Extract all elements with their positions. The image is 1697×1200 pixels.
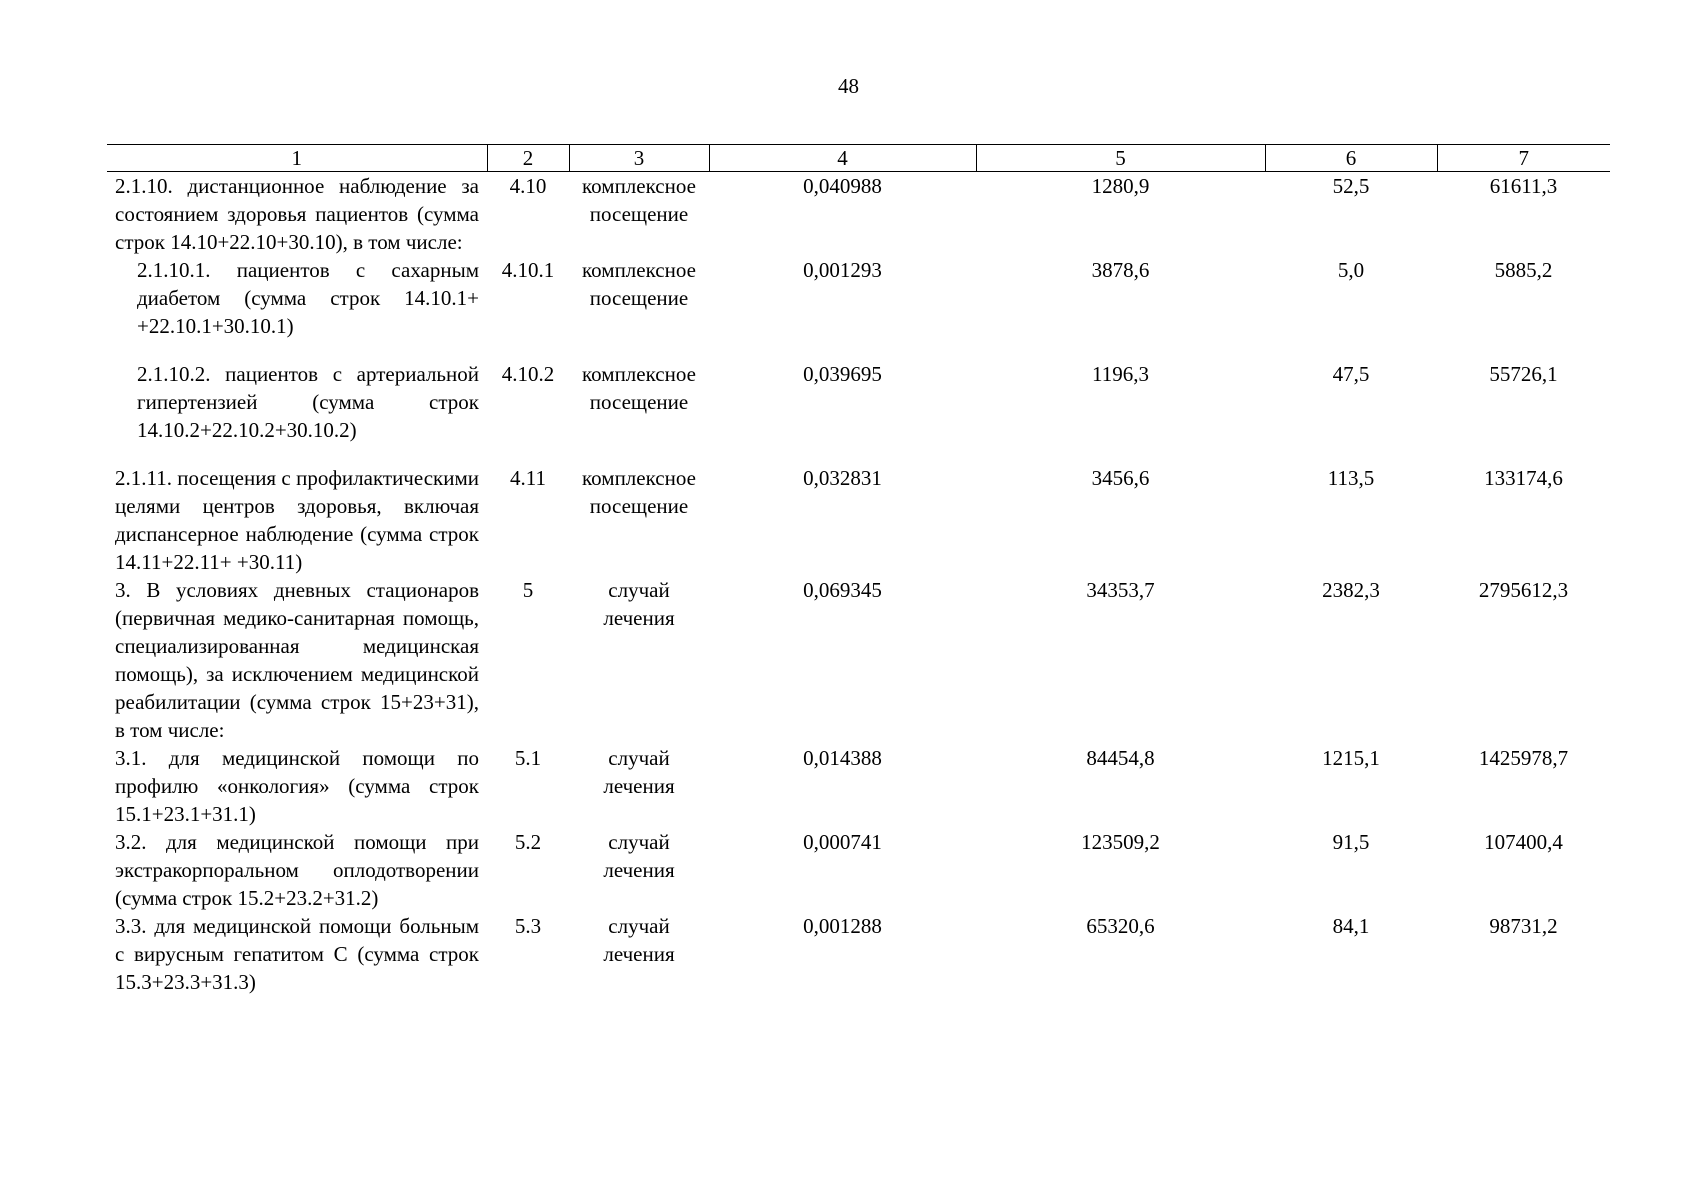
row-name: 2.1.10.1. пациентов с сахарным диабетом (сумма строк 14.10.1+ +22.10.1+30.10.1) (137, 258, 479, 338)
row-name: 2.1.11. посещения с профилактическими целями центров здоровья, включая диспансерное наблюдение (сумма строк 14.11+22.11+ +30.11) (115, 466, 479, 574)
table-row (107, 576, 1610, 744)
column-header-3: 3 (569, 145, 709, 172)
table-row (107, 744, 1610, 828)
row-name: 2.1.10. дистанционное наблюдение за состоянием здоровья пациентов (сумма строк 14.10+22.10+30.10), в том числе: (115, 174, 479, 254)
row-value-6: 113,5 (1327, 466, 1375, 490)
row-code: 4.11 (510, 466, 546, 490)
row-value-6: 1215,1 (1322, 746, 1380, 770)
table-row (107, 464, 1610, 576)
table-row (107, 172, 1610, 257)
row-unit: комплексное посещение (582, 466, 696, 518)
row-name: 3.3. для медицинской помощи больным с вирусным гепатитом С (сумма строк 15.3+23.3+31.3) (115, 914, 479, 994)
row-unit: случай лечения (603, 830, 675, 882)
row-name: 3.1. для медицинской помощи по профилю «онкология» (сумма строк 15.1+23.1+31.1) (115, 746, 479, 826)
row-value-7: 2795612,3 (1478, 578, 1569, 602)
row-value-5: 3456,6 (1091, 466, 1150, 490)
row-value-7: 98731,2 (1489, 914, 1558, 938)
row-value-4: 0,001288 (803, 914, 882, 938)
row-value-5: 34353,7 (1086, 578, 1155, 602)
row-value-4: 0,069345 (803, 578, 882, 602)
table-row (107, 828, 1610, 912)
table-row (107, 256, 1610, 360)
row-value-5: 3878,6 (1091, 258, 1150, 282)
row-value-5: 1196,3 (1092, 362, 1149, 386)
row-value-6: 84,1 (1332, 914, 1370, 938)
column-header-4: 4 (709, 145, 976, 172)
row-value-4: 0,000741 (803, 830, 882, 854)
row-unit: комплексное посещение (582, 258, 696, 310)
row-unit: комплексное посещение (582, 362, 696, 414)
data-table (107, 144, 1610, 996)
row-value-6: 52,5 (1332, 174, 1370, 198)
row-value-4: 0,039695 (803, 362, 882, 386)
row-unit: комплексное посещение (582, 174, 696, 226)
row-code: 4.10.2 (501, 362, 555, 386)
row-value-4: 0,014388 (803, 746, 882, 770)
table-row (107, 912, 1610, 996)
column-header-2: 2 (487, 145, 569, 172)
page-number: 48 (838, 74, 859, 98)
row-value-7: 5885,2 (1494, 258, 1553, 282)
row-code: 4.10.1 (501, 258, 555, 282)
row-code: 4.10 (509, 174, 547, 198)
row-value-6: 47,5 (1332, 362, 1370, 386)
row-code: 5 (522, 578, 534, 602)
row-value-6: 5,0 (1337, 258, 1365, 282)
row-value-4: 0,040988 (803, 174, 882, 198)
row-unit: случай лечения (603, 578, 675, 630)
row-name: 3.2. для медицинской помощи при экстракорпоральном оплодотворении (сумма строк 15.2+23.2+31.2) (115, 830, 479, 910)
row-value-4: 0,032831 (803, 466, 882, 490)
row-code: 5.2 (514, 830, 542, 854)
column-header-5: 5 (976, 145, 1265, 172)
row-value-7: 107400,4 (1484, 830, 1563, 854)
column-header-7: 7 (1437, 145, 1610, 172)
row-value-5: 84454,8 (1086, 746, 1155, 770)
row-value-7: 61611,3 (1489, 174, 1558, 198)
row-name: 3. В условиях дневных стационаров (первичная медико-санитарная помощь, специализированная медицинская помощь), за исключением медицинской реабилитации (сумма строк 15+23+31), в том числе: (115, 578, 479, 742)
row-unit: случай лечения (603, 914, 675, 966)
table-row (107, 360, 1610, 464)
row-value-7: 133174,6 (1484, 466, 1563, 490)
row-value-5: 65320,6 (1086, 914, 1155, 938)
row-value-5: 123509,2 (1081, 830, 1160, 854)
row-value-6: 91,5 (1332, 830, 1370, 854)
row-value-4: 0,001293 (803, 258, 882, 282)
row-value-6: 2382,3 (1322, 578, 1380, 602)
row-code: 5.3 (514, 914, 542, 938)
row-value-7: 55726,1 (1489, 362, 1558, 386)
row-code: 5.1 (514, 746, 542, 770)
row-name: 2.1.10.2. пациентов с артериальной гипертензией (сумма строк 14.10.2+22.10.2+30.10.2) (137, 362, 479, 442)
column-header-6: 6 (1265, 145, 1437, 172)
column-header-1: 1 (107, 145, 487, 172)
header-row (107, 145, 1610, 172)
row-value-7: 1425978,7 (1478, 746, 1569, 770)
row-value-5: 1280,9 (1091, 174, 1150, 198)
row-unit: случай лечения (603, 746, 675, 798)
